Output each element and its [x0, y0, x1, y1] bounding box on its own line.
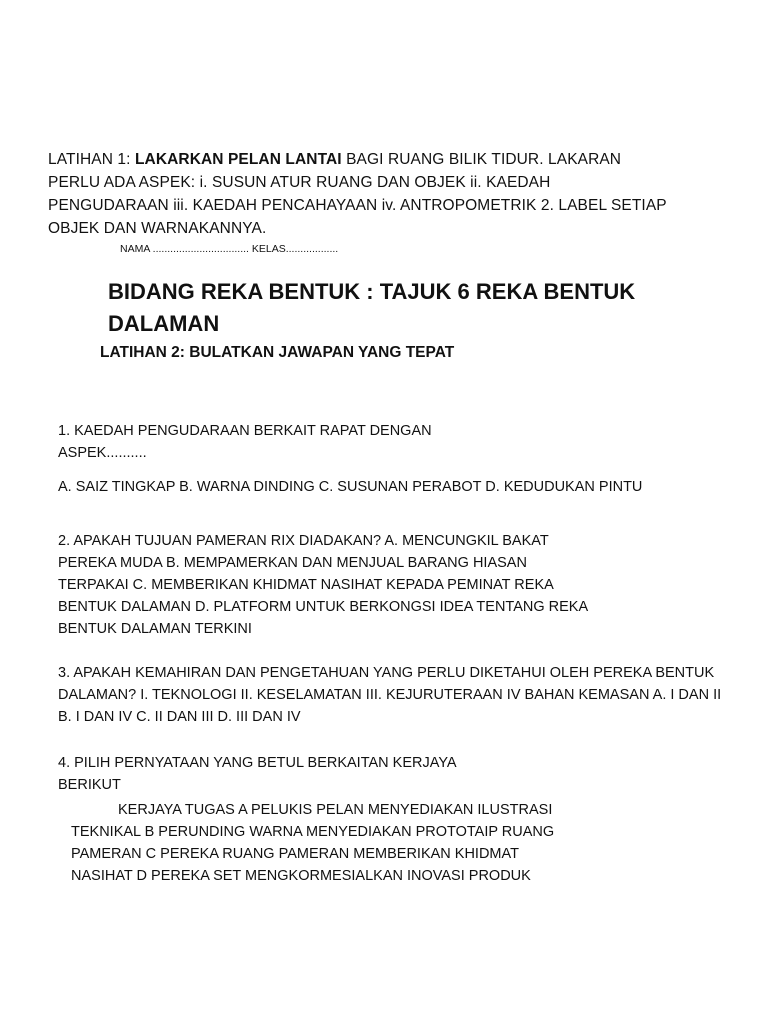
latihan1-rest: BAGI RUANG BILIK TIDUR. LAKARAN PERLU ADA ASPEK: i. SUSUN ATUR RUANG DAN OBJEK ii. KAEDAH PENGUDARAAN iii. KAEDAH PENCAHAYAAN iv. ANTROPOMETRIK 2. LABEL SETIAP OBJEK DAN WARNAKANNYA. [48, 151, 667, 237]
question-3: 3. APAKAH KEMAHIRAN DAN PENGETAHUAN YANG PERLU DIKETAHUI OLEH PEREKA BENTUK DALAMAN? I. TEKNOLOGI II. KESELAMATAN III. KEJURUTERAAN IV BAHAN KEMASAN A. I DAN II B. I DAN IV C. II DAN III D. III DAN IV [58, 665, 722, 725]
question-4-table-line-1: KERJAYA TUGAS A PELUKIS PELAN MENYEDIAKAN ILUSTRASI [118, 802, 553, 818]
question-1: 1. KAEDAH PENGUDARAAN BERKAIT RAPAT DENGAN ASPEK.......... [58, 423, 432, 461]
question-4: 4. PILIH PERNYATAAN YANG BETUL BERKAITAN KERJAYA BERIKUT [58, 755, 456, 793]
latihan1-prefix: LATIHAN 1: [48, 151, 135, 168]
question-4-table-rest: TEKNIKAL B PERUNDING WARNA MENYEDIAKAN PROTOTAIP RUANG PAMERAN C PEREKA RUANG PAMERAN MEMBERIKAN KHIDMAT NASIHAT D PEREKA SET MENGKORMESIALKAN INOVASI PRODUK [71, 824, 555, 884]
nama-kelas-line: NAMA ................................. KELAS.................. [120, 243, 339, 255]
question-2: 2. APAKAH TUJUAN PAMERAN RIX DIADAKAN? A. MENCUNGKIL BAKAT PEREKA MUDA B. MEMPAMERKAN DAN MENJUAL BARANG HIASAN TERPAKAI C. MEMBERIKAN KHIDMAT NASIHAT KEPADA PEMINAT REKA BENTUK DALAMAN D. PLATFORM UNTUK BERKONGSI IDEA TENTANG REKA BENTUK DALAMAN TERKINI [58, 533, 588, 637]
page-title: BIDANG REKA BENTUK : TAJUK 6 REKA BENTUK DALAMAN [108, 279, 636, 336]
latihan2-heading: LATIHAN 2: BULATKAN JAWAPAN YANG TEPAT [100, 344, 455, 361]
question-4-career-table [58, 799, 578, 887]
latihan1-instructions [48, 148, 668, 240]
latihan1-bold-task: LAKARKAN PELAN LANTAI [134, 151, 342, 168]
question-1-options: A. SAIZ TINGKAP B. WARNA DINDING C. SUSUNAN PERABOT D. KEDUDUKAN PINTU [58, 479, 643, 495]
